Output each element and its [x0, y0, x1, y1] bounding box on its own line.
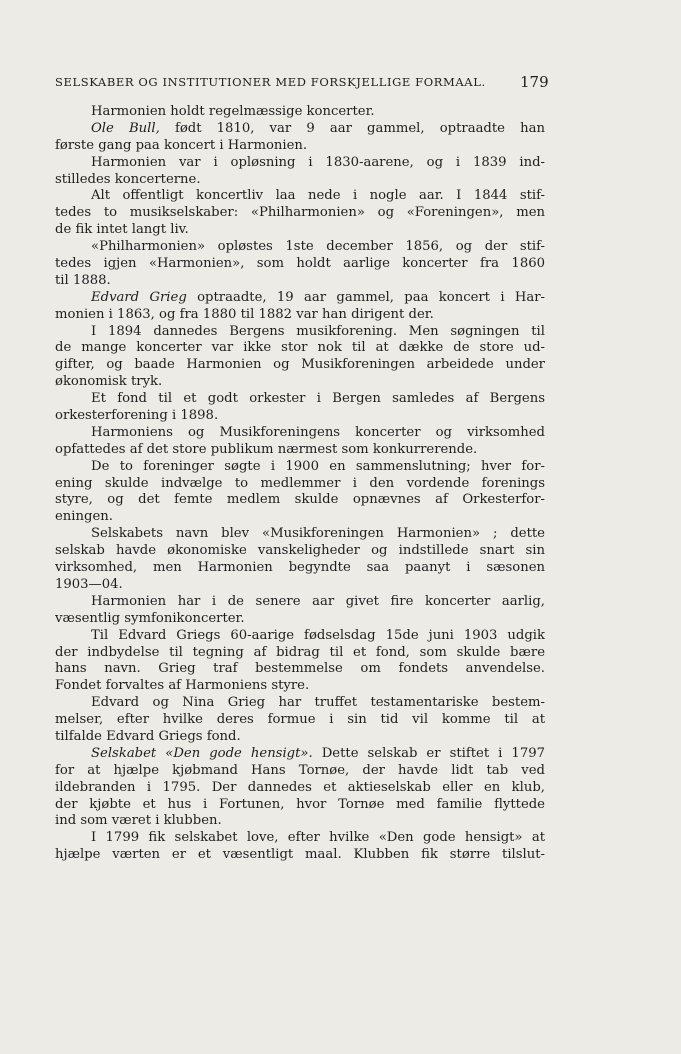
emphasis-name: Edvard Grieg	[91, 289, 187, 305]
text-line: Harmonien har i de senere aar givet fire koncerter aarlig,	[91, 593, 545, 609]
text-line: ildebranden i 1795. Der dannedes et aktieselskab eller en klub,	[55, 779, 545, 795]
text-line	[55, 290, 545, 307]
text-line: eningen.	[55, 509, 113, 525]
text-line: «Philharmonien» opløstes 1ste december 1856, og der stif-	[91, 239, 545, 255]
text-line: der indbydelse til tegning af bidrag til et fond, som skulde bære	[55, 644, 545, 660]
text-line: ind som været i klubben.	[55, 813, 222, 829]
text-line: orkesterforening i 1898.	[55, 408, 219, 424]
text-line: Alt offentligt koncertliv laa nede i nogle aar. I 1844 stif-	[91, 188, 545, 204]
body-text	[55, 104, 545, 864]
text-line: tilfalde Edvard Griegs fond.	[55, 728, 241, 744]
text-line: Selskabets navn blev «Musikforeningen Harmonien» ; dette	[91, 526, 545, 542]
text-line: tedes igjen «Harmonien», som holdt aarlige koncerter fra 1860	[55, 256, 545, 272]
text-line: væsentlig symfonikoncerter.	[55, 610, 245, 626]
emphasis-name: Selskabet «Den gode hensigt».	[91, 745, 313, 761]
text-line: de mange koncerter var ikke stor nok til at dække de store ud-	[55, 340, 545, 356]
text-fragment: født 1810, var 9 aar gammel, optraadte han	[159, 120, 545, 136]
text-line	[55, 121, 545, 138]
text-line: Edvard og Nina Grieg har truffet testamentariske bestem-	[91, 695, 545, 711]
text-line: styre, og det femte medlem skulde opnævnes af Orkesterfor-	[55, 492, 545, 508]
text-line: tedes to musikselskaber: «Philharmonien» og «Foreningen», men	[55, 205, 545, 221]
text-line: stilledes koncerterne.	[55, 171, 201, 187]
text-line: ening skulde indvælge to medlemmer i den vordende forenings	[55, 475, 545, 491]
text-line: virksomhed, men Harmonien begyndte saa paanyt i sæsonen	[55, 560, 545, 576]
text-line: melser, efter hvilke deres formue i sin tid vil komme til at	[55, 712, 545, 728]
text-fragment: Dette selskab er stiftet i 1797	[312, 745, 545, 761]
text-line: selskab havde økonomiske vanskeligheder og indstillede snart sin	[55, 543, 545, 559]
running-header: SELSKABER OG INSTITUTIONER MED FORSKJELLIGE FORMAAL.	[55, 75, 486, 89]
emphasis-name: Ole Bull,	[91, 120, 160, 136]
text-line: for at hjælpe kjøbmand Hans Tornøe, der havde lidt tab ved	[55, 762, 545, 778]
text-line: gifter, og baade Harmonien og Musikforeningen arbeidede under	[55, 357, 545, 373]
text-line: hjælpe værten er et væsentligt maal. Klubben fik større tilslut-	[55, 847, 545, 863]
page-number: 179	[520, 73, 549, 91]
text-line: hans navn. Grieg traf bestemmelse om fondets anvendelse.	[55, 661, 545, 677]
text-line: I 1799 fik selskabet love, efter hvilke «Den gode hensigt» at	[91, 830, 545, 846]
text-line: Fondet forvaltes af Harmoniens styre.	[55, 678, 310, 694]
text-line: til 1888.	[55, 272, 111, 288]
text-line: De to foreninger søgte i 1900 en sammenslutning; hver for-	[91, 458, 545, 474]
text-line: Harmoniens og Musikforeningens koncerter og virksomhed	[91, 424, 545, 440]
text-line: Harmonien var i opløsning i 1830-aarene, og i 1839 ind-	[91, 154, 545, 170]
text-fragment: optraadte, 19 aar gammel, paa koncert i Har-	[186, 289, 545, 305]
text-line: økonomisk tryk.	[55, 374, 163, 390]
text-line: Harmonien holdt regelmæssige koncerter.	[91, 104, 375, 119]
text-line: opfattedes af det store publikum nærmest som konkurrerende.	[55, 441, 478, 457]
text-line: Til Edvard Griegs 60-aarige fødselsdag 15de juni 1903 udgik	[91, 627, 545, 643]
text-line: I 1894 dannedes Bergens musikforening. Men søgningen til	[91, 323, 545, 339]
text-line: første gang paa koncert i Harmonien.	[55, 137, 308, 153]
text-line: 1903—04.	[55, 576, 123, 592]
text-line: der kjøbte et hus i Fortunen, hvor Tornøe med familie flyttede	[55, 796, 545, 812]
text-line: de fik intet langt liv.	[55, 222, 189, 238]
text-line: monien i 1863, og fra 1880 til 1882 var han dirigent der.	[55, 306, 434, 322]
text-line: Et fond til et godt orkester i Bergen samledes af Bergens	[91, 391, 545, 407]
text-line	[55, 746, 545, 763]
